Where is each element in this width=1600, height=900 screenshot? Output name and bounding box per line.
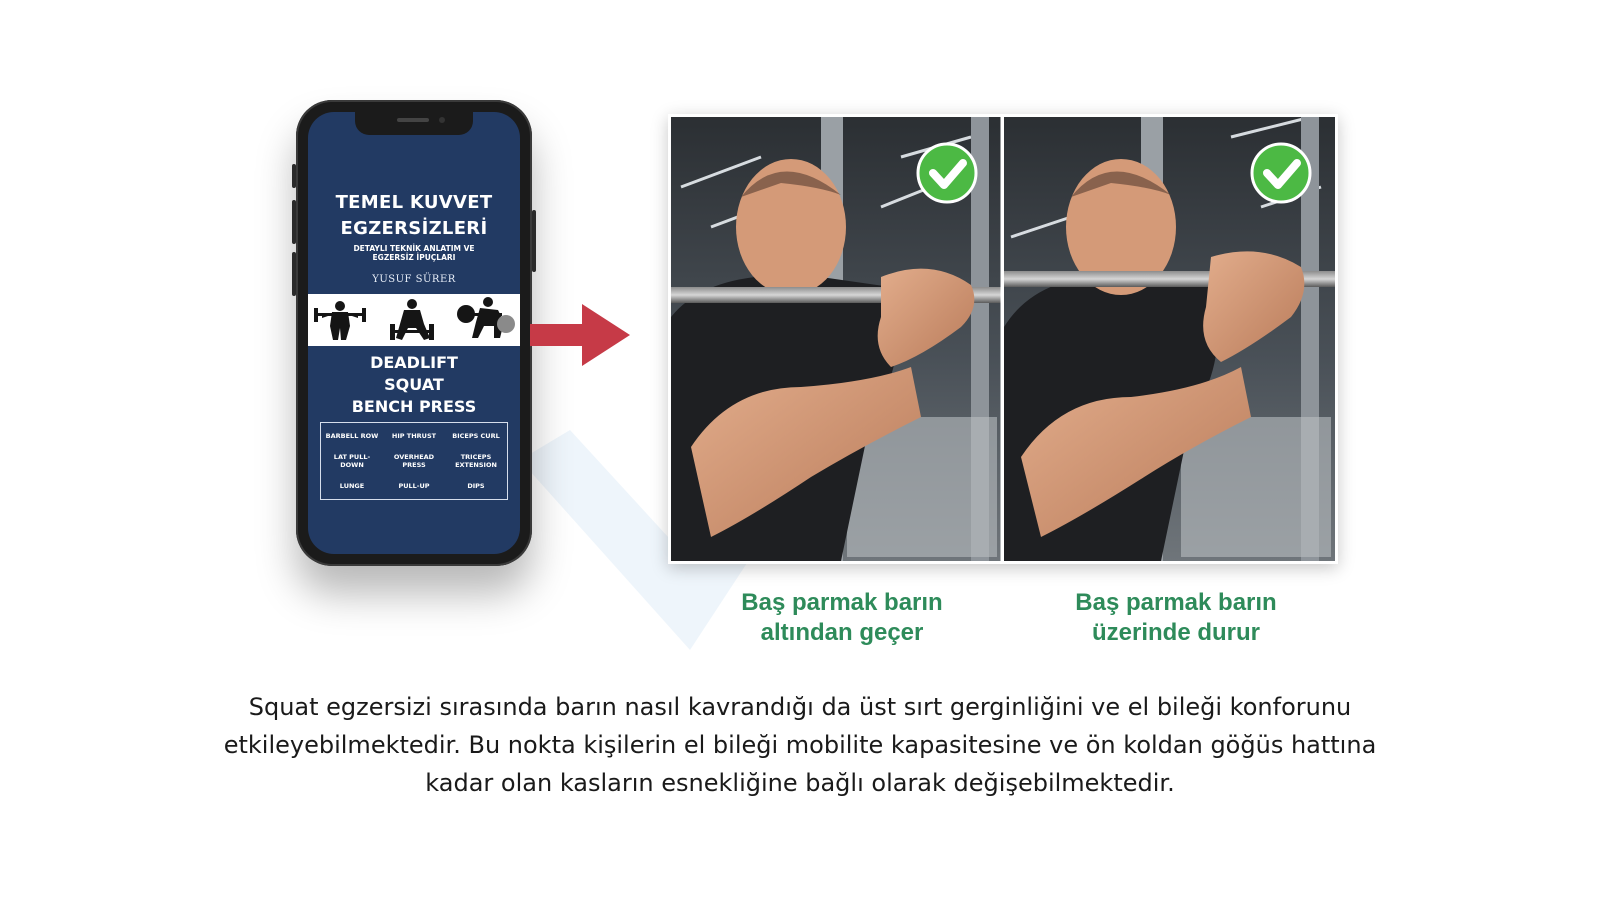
phone-mockup bbox=[296, 100, 532, 566]
phone-side-button bbox=[292, 164, 296, 188]
paragraph-line: etkileyebilmektedir. Bu nokta kişilerin el bileği mobilite kapasitesine ve ön koldan göğüs hattına bbox=[223, 731, 1377, 759]
main-exercise-item: SQUAT bbox=[384, 375, 444, 394]
book-subtitle-line: EGZERSİZ İPUÇLARI bbox=[372, 253, 456, 262]
main-exercise-list bbox=[308, 352, 520, 418]
book-title-line: TEMEL KUVVET bbox=[335, 192, 493, 213]
caption-line: altından geçer bbox=[760, 619, 924, 646]
extra-exercise-item: TRICEPS EXTENSION bbox=[455, 452, 497, 469]
underhand-thumb-grip-image bbox=[671, 117, 1001, 561]
caption-line: üzerinde durur bbox=[1091, 619, 1260, 646]
speaker-grille bbox=[397, 118, 429, 122]
caption-line: Baş parmak barın bbox=[741, 589, 943, 616]
paragraph-line: Squat egzersizi sırasında barın nasıl kavrandığı da üst sırt gerginliğini ve el bileği konforunu bbox=[248, 693, 1352, 721]
phone-side-button bbox=[532, 210, 536, 272]
athlete-silhouettes-image bbox=[308, 294, 520, 346]
phone-side-button bbox=[292, 200, 296, 244]
book-author: YUSUF SÜRER bbox=[372, 274, 456, 285]
book-subtitle-line: DETAYLI TEKNİK ANLATIM VE bbox=[353, 244, 475, 253]
left-grip-caption bbox=[692, 588, 992, 648]
grip-comparison-photo bbox=[668, 114, 1338, 564]
book-title bbox=[308, 190, 520, 242]
extra-exercise-item: BARBELL ROW bbox=[325, 431, 379, 440]
right-grip-caption bbox=[1026, 588, 1326, 648]
extra-exercise-item: HIP THRUST bbox=[391, 431, 437, 440]
book-subtitle bbox=[336, 244, 492, 262]
overhand-thumb-grip-image bbox=[1004, 117, 1335, 561]
extra-exercise-item: PULL-UP bbox=[398, 482, 430, 491]
paragraph-line: kadar olan kasların esnekliğine bağlı olarak değişebilmektedir. bbox=[425, 769, 1175, 797]
ebook-cover bbox=[308, 112, 520, 554]
phone-notch bbox=[355, 112, 473, 135]
extra-exercise-grid bbox=[320, 422, 508, 500]
front-camera bbox=[439, 117, 445, 123]
extra-exercise-item: LAT PULL-DOWN bbox=[333, 452, 371, 469]
book-title-line: EGZERSİZLERİ bbox=[340, 218, 488, 239]
extra-exercise-item: BICEPS CURL bbox=[452, 431, 500, 440]
main-exercise-item: DEADLIFT bbox=[370, 353, 458, 372]
main-exercise-item: BENCH PRESS bbox=[351, 397, 477, 416]
right-arrow-icon bbox=[530, 304, 630, 366]
description-paragraph bbox=[150, 688, 1450, 802]
phone-side-button bbox=[292, 252, 296, 296]
extra-exercise-item: DIPS bbox=[467, 482, 485, 491]
extra-exercise-item: LUNGE bbox=[339, 482, 365, 491]
extra-exercise-item: OVERHEAD PRESS bbox=[393, 452, 435, 469]
caption-line: Baş parmak barın bbox=[1075, 589, 1277, 616]
